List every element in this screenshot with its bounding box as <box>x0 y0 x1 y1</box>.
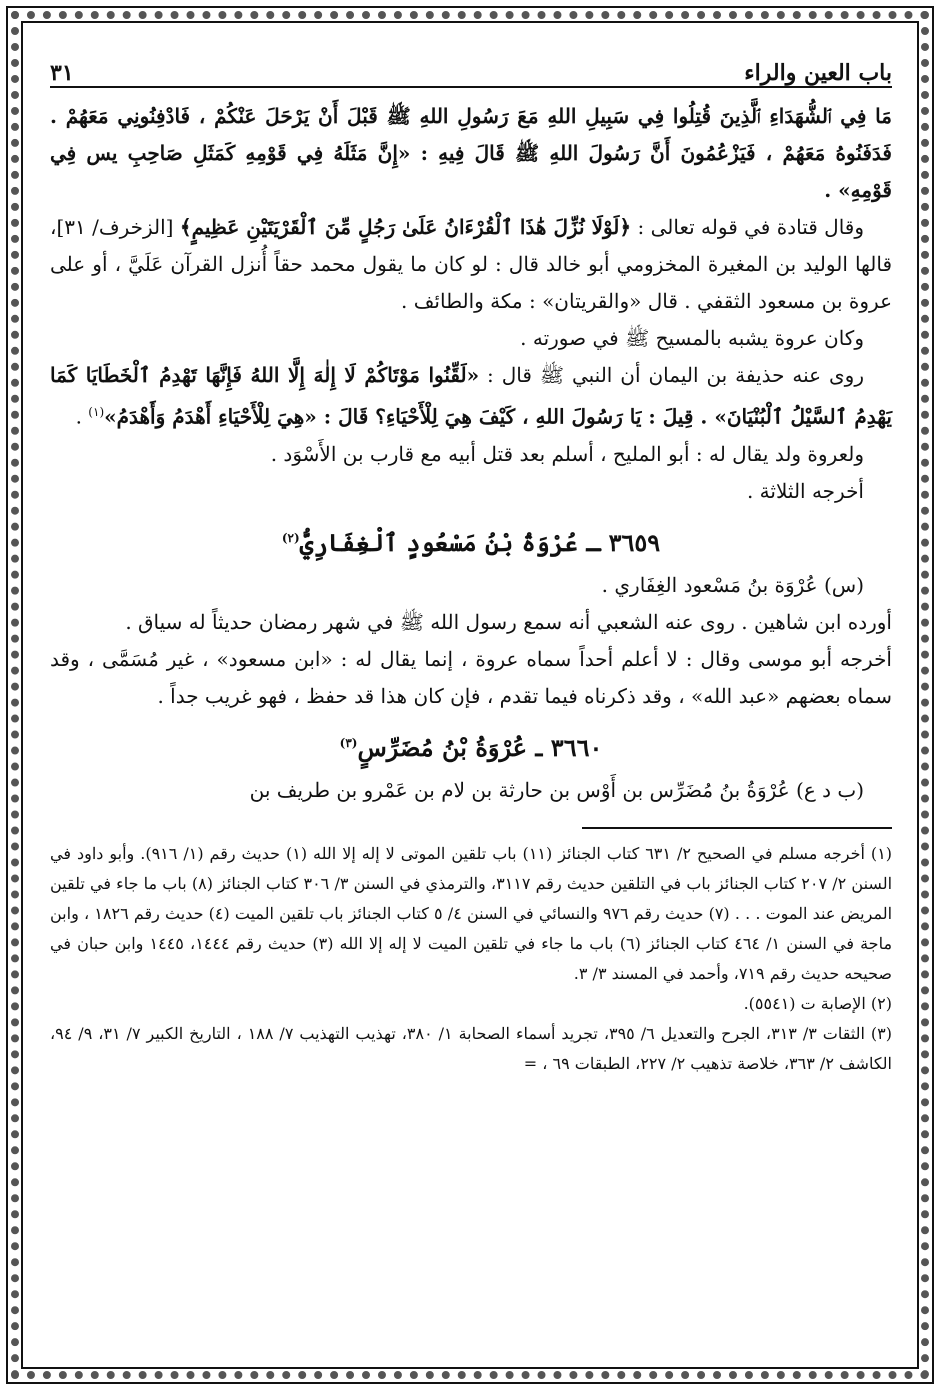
paragraph <box>50 357 892 436</box>
book-page <box>50 52 892 1342</box>
entry-heading <box>50 520 892 561</box>
entry-heading-text: ٣٦٦٠ ـ عُرْوَةُ بْنُ مُضَرِّسٍ <box>357 732 603 762</box>
page-number: ٣١ <box>50 60 74 86</box>
footnote-marker: (٣) <box>339 735 358 750</box>
paragraph <box>50 98 892 209</box>
paragraph-text: روى عنه حذيفة بن اليمان أن النبي ﷺ قال : <box>479 363 864 387</box>
main-text <box>50 98 892 809</box>
hadith-text: مَا فِي ٱلشُّهَدَاءِ ٱلَّذِينَ قُتِلُوا فِي سَبِيلِ اللهِ مَعَ رَسُولِ اللهِ ﷺ قَبْلَ أَنْ يَرْحَلَ عَنْكُمْ ، فَادْفِنُونِي مَعَهُمْ . فَدَفَنُوهُ مَعَهُمْ ، فَيَزْعُمُونَ أَنَّ رَسُولَ اللهِ ﷺ قَالَ فِيهِ : «إِنَّ مَثَلَهُ فِي قَوْمِهِ كَمَثَلِ صَاحِبِ يس فِي قَوْمِهِ» . <box>50 104 892 202</box>
paragraph-text: وقال قتادة في قوله تعالى : <box>631 215 865 239</box>
footnote-marker: (٢) <box>281 530 300 545</box>
footnote-separator <box>582 827 892 829</box>
paragraph: (س) عُرْوَة بنُ مَسْعود الغِفَاري . <box>601 572 864 597</box>
footnote: (٢) الإصابة ت (٥٥٤١). <box>743 993 892 1013</box>
chapter-title: باب العين والراء <box>744 60 892 86</box>
paragraph: ولعروة ولد يقال له : أبو المليح ، أسلم بعد قتل أبيه مع قارب بن الأَسْوَد . <box>270 441 864 466</box>
paragraph: أخرجه أبو موسى وقال : لا أعلم أحداً سماه عروة ، إنما يقال له : «ابن مسعود» ، غير مُسَمَّى ، وقد سماه بعضهم «عبد الله» ، وقد ذكرناه فيما تقدم ، فإن كان هذا قد حفظ ، فهو غريب جداً . <box>50 646 892 708</box>
paragraph-text: . <box>75 404 89 429</box>
paragraph <box>50 209 892 320</box>
hadith-text: «لَقِّنُوا مَوْتَاكُمْ لَا إِلٰهَ إِلَّا اللهُ فَإِنَّهَا تَهْدِمُ ٱلْخَطَايَا كَمَا يَهْدِمُ ٱلسَّيْلُ ٱلْبُنْيَانَ» . قِيلَ : يَا رَسُولَ اللهِ ، كَيْفَ هِيَ لِلْأَحْيَاءِ؟ قَالَ : «هِيَ لِلْأَحْيَاءِ أَهْدَمُ وَأَهْدَمُ» <box>50 363 892 429</box>
paragraph: وكان عروة يشبه بالمسيح ﷺ في صورته . <box>520 326 864 350</box>
entry-heading-text: ٣٦٥٩ ـ عُرْوَةُ بْنُ مَسْعُودٍ ٱلْغِفَارِيُّ <box>299 527 661 557</box>
footnote: (١) أخرجه مسلم في الصحيح ٢/ ٦٣١ كتاب الجنائز (١١) باب تلقين الموتى لا إله إلا الله (١) حديث رقم (١/ ٩١٦). وأبو داود في السنن ٢/ ٢٠٧ كتاب الجنائز باب في التلقين حديث رقم ٣١١٧، والترمذي في السنن ٣/ ٣٠٦ كتاب الجنائز (٨) باب ما جاء في تلقين المريض عند الموت . . . (٧) حديث رقم ٩٧٦ والنسائي في السنن ٤/ ٥ كتاب الجنائز باب تلقين الميت (٤) حديث رقم ١٨٢٦ ، وابن ماجة في السنن ١/ ٤٦٤ كتاب الجنائز (٦) باب ما جاء في تلقين الميت لا إله إلا الله (٣) حديث رقم ١٤٤٤، ١٤٤٥ وابن حبان في صحيحه حديث رقم ٧١٩، وأحمد في المسند ٣/ ٣. <box>50 843 893 983</box>
paragraph: أورده ابن شاهين . روى عنه الشعبي أنه سمع رسول الله ﷺ في شهر رمضان حديثاً له سياق . <box>125 609 892 634</box>
paragraph: أخرجه الثلاثة . <box>746 478 864 503</box>
quran-verse: ﴿لَوْلَا نُزِّلَ هَٰذَا ٱلْقُرْءَانُ عَلَىٰ رَجُلٍ مِّنَ ٱلْقَرْيَتَيْنِ عَظِيمٍ﴾ <box>179 215 632 239</box>
paragraph: (ب د ع) عُرْوَةُ بنُ مُضَرِّس بن أَوْس بن حارثة بن لام بن عَمْرو بن طريف بن <box>249 777 864 802</box>
paragraph-text: [الزخرف/ ٣١]، قالها الوليد بن المغيرة المخزومي أبو خالد قال : لو كان ما يقول محمد حقاً أُنزل القرآن عَلَيَّ ، أو على عروة بن مسعود الثقفي . قال «والقريتان» : مكة والطائف . <box>50 215 892 313</box>
footnotes <box>50 839 892 1079</box>
footnote-marker: (١) <box>88 405 105 419</box>
entry-heading <box>50 725 892 766</box>
running-header <box>50 52 892 88</box>
footnote: (٣) الثقات ٣/ ٣١٣، الجرح والتعديل ٦/ ٣٩٥، تجريد أسماء الصحابة ١/ ٣٨٠، تهذيب التهذيب ٧/ ١٨٨ ، التاريخ الكبير ٧/ ٣١، ٩/ ٩٤، الكاشف ٢/ ٣٦٣، خلاصة تذهيب ٢/ ٢٢٧، الطبقات ٦٩ ، = <box>50 1023 892 1073</box>
